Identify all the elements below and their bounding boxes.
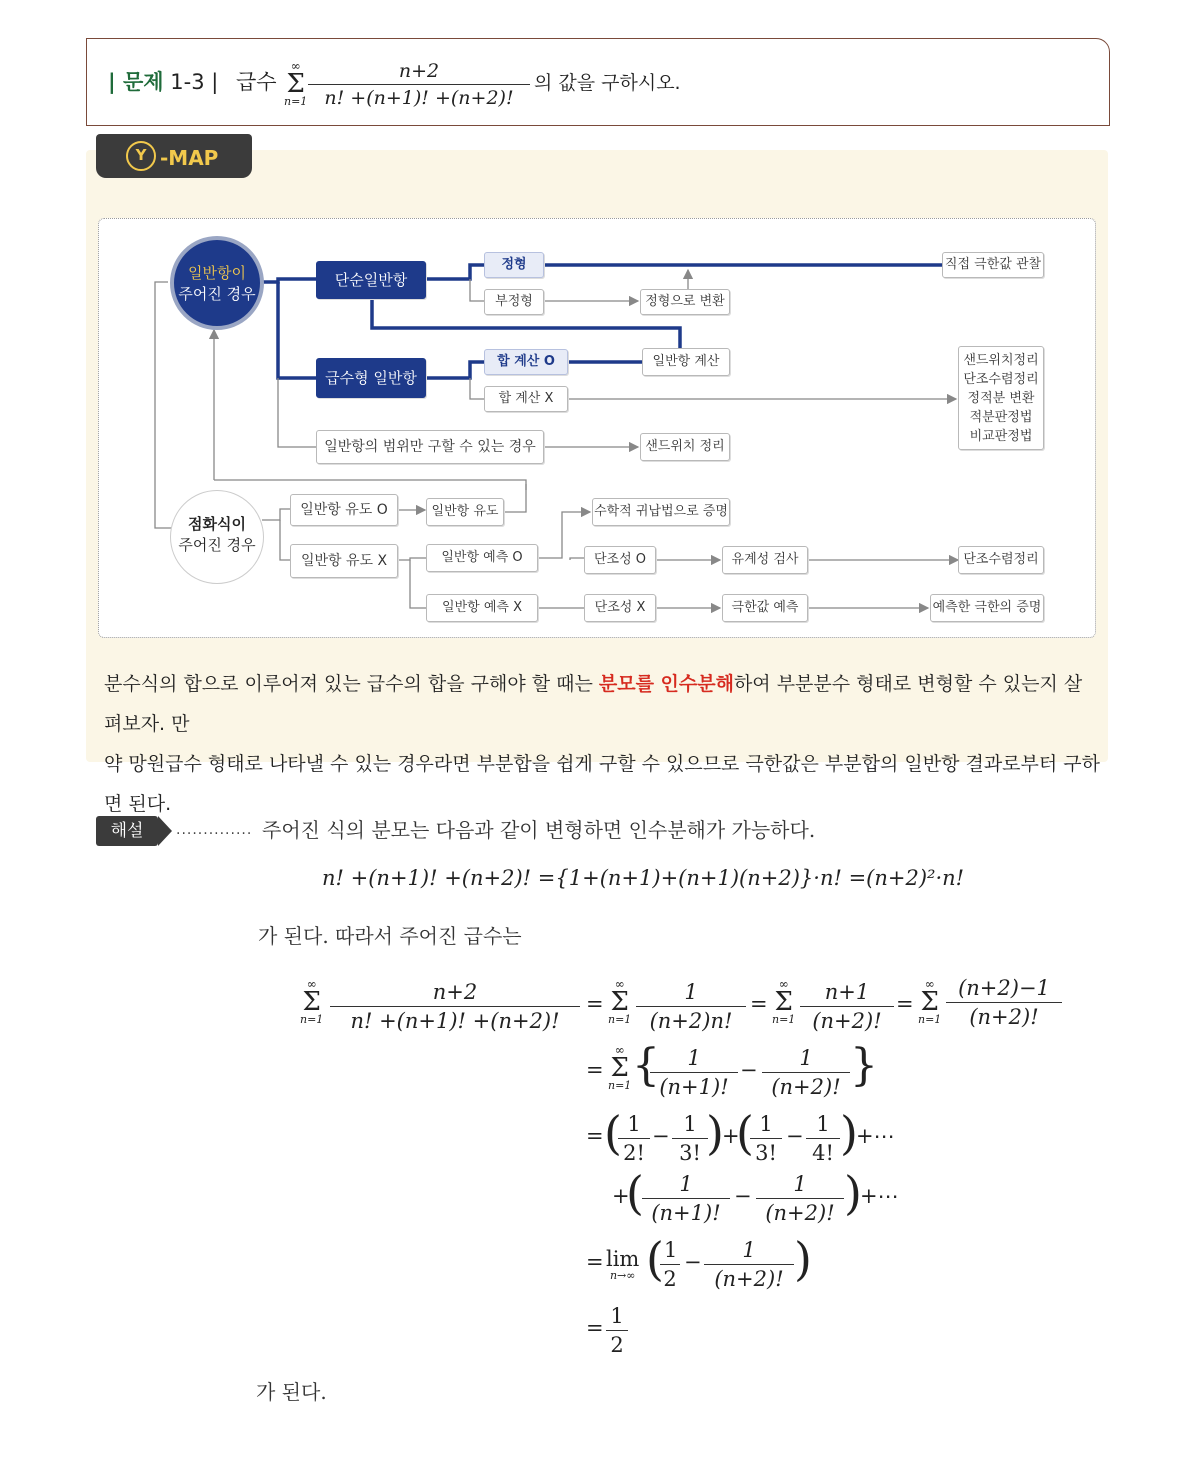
theorem-item: 비교판정법 [969, 429, 1033, 444]
sum-sigma: ∞ Σ n=1 [608, 1043, 632, 1092]
general-given-label-2: 주어진 경우 [178, 285, 256, 303]
solution-eq1: n! +(n+1)! +(n+2)! ={1+(n+1)+(n+1)(n+2)}·n! =(n+2)²·n! [322, 866, 965, 890]
minus-sign: − [740, 1058, 758, 1082]
solution-tag: 해설 [96, 816, 158, 846]
fraction-numerator: n+2 [308, 60, 530, 85]
node-proof: 예측한 극한의 증명 [930, 594, 1044, 622]
general-given-circle [170, 236, 264, 330]
ymap-label: -MAP [160, 146, 219, 170]
brace-open: { [632, 1040, 660, 1091]
derivation-fraction: $\frac{1}{2}$ [660, 1238, 680, 1291]
paren-open: ( [626, 1166, 644, 1220]
node-general-calc: 일반항 계산 [642, 348, 730, 376]
minus-sign: − [684, 1250, 702, 1274]
paren-open: ( [646, 1232, 664, 1286]
derivation-fraction: $\frac{1}{2}$ [606, 1304, 628, 1357]
node-sum-calc-x: 합 계산 X [484, 386, 568, 412]
node-determinate: 정형 [484, 252, 544, 278]
recurrence-given-circle [170, 490, 264, 584]
solution-end: 가 된다. [256, 1380, 327, 1404]
fraction-denominator: n! +(n+1)! +(n+2)! [324, 87, 514, 109]
explain-text: 분수식의 합으로 이루어져 있는 급수의 합을 구해야 할 때는 [104, 673, 599, 695]
derivation-fraction: $\frac{1}{3!}$ [672, 1112, 708, 1165]
solution-mid: 가 된다. 따라서 주어진 급수는 [258, 924, 522, 948]
node-bounded: 유계성 검사 [722, 546, 808, 574]
recurrence-given-label-2: 주어진 경우 [178, 536, 256, 554]
sigma-top: ∞ [290, 59, 301, 73]
problem-tail: 의 값을 구하시오. [534, 72, 681, 94]
derivation-fraction: $\frac{1}{(n+2)!}$ [704, 1238, 794, 1291]
node-induction: 수학적 귀납법으로 증명 [592, 498, 730, 526]
node-simple-general: 단순일반항 [316, 261, 426, 299]
equals-sign: = [750, 992, 768, 1016]
derivation-fraction: $\frac{1}{4!}$ [806, 1112, 840, 1165]
paren-open: ( [736, 1106, 754, 1160]
derivation-fraction: $\frac{1}{(n+2)!}$ [756, 1172, 844, 1225]
theorem-item: 정적분 변환 [967, 391, 1035, 406]
node-direct-limit: 직접 극한값 관찰 [942, 252, 1044, 278]
explain-highlight: 분모를 인수분해 [598, 673, 734, 695]
derivation-fraction: $\frac{1}{(n+1)!}$ [642, 1172, 730, 1225]
node-mono-o: 단조성 O [584, 546, 656, 574]
ellipsis: +⋯ [860, 1184, 899, 1208]
explain-text: 하여 부분분수 형태로 변형할 수 있는지 살펴보자. 만 [104, 673, 1083, 735]
limit: lim n→∞ [606, 1247, 640, 1282]
node-range-only: 일반항의 범위만 구할 수 있는 경우 [316, 430, 544, 464]
node-predict-x: 일반항 예측 X [426, 594, 538, 622]
general-given-label: 일반항이 [188, 264, 246, 282]
equals-sign: = [586, 992, 604, 1016]
equals-sign: = [586, 1250, 604, 1274]
recurrence-given-label: 점화식이 [188, 515, 246, 533]
node-sandwich: 샌드위치 정리 [640, 433, 730, 461]
sigma-bottom: n=1 [284, 95, 308, 108]
node-predict-o: 일반항 예측 O [426, 544, 538, 572]
node-mono-conv: 단조수렴정리 [958, 546, 1044, 574]
sum-sigma: ∞ Σ n=1 [300, 977, 324, 1026]
paren-open: ( [604, 1106, 622, 1160]
equals-sign: = [586, 1316, 604, 1340]
derivation-fraction: $\frac{1}{2!}$ [618, 1112, 650, 1165]
sum-sigma: ∞ Σ n=1 [918, 977, 942, 1026]
sigma-symbol: Σ [286, 69, 305, 99]
node-mono-x: 단조성 X [584, 594, 656, 622]
node-derive: 일반항 유도 [426, 498, 504, 526]
paren-close: ) [840, 1106, 858, 1160]
node-derive-o: 일반항 유도 O [290, 494, 398, 526]
theorem-item: 단조수렴정리 [963, 372, 1039, 387]
solution-dots: .............. [176, 822, 253, 838]
problem-text: 급수 [236, 70, 277, 94]
problem-prefix: | 문제 [108, 70, 164, 94]
derivation-fraction: $\frac{1}{(n+2)!}$ [762, 1046, 850, 1099]
plus-sign: + [612, 1184, 630, 1208]
solution-tag-arrow [158, 816, 172, 846]
node-indeterminate: 부정형 [484, 289, 544, 315]
ymap-explanation [104, 664, 1100, 824]
ellipsis: +⋯ [856, 1124, 895, 1148]
theorem-item: 샌드위치정리 [963, 353, 1039, 368]
minus-sign: − [734, 1184, 752, 1208]
problem-suffix: | [211, 70, 219, 94]
node-limit-predict: 극한값 예측 [722, 594, 808, 622]
paren-close: ) [844, 1166, 862, 1220]
y-icon: Y [126, 141, 156, 171]
derivation-fraction: $\frac{(n+2)-1}{(n+2)!}$ [946, 976, 1062, 1029]
derivation-fraction: $\frac{1}{3!}$ [750, 1112, 782, 1165]
node-series-general: 급수형 일반항 [316, 358, 426, 398]
paren-close: ) [794, 1232, 812, 1286]
equals-sign: = [896, 992, 914, 1016]
node-theorems [958, 346, 1044, 450]
sum-sigma: ∞ Σ n=1 [772, 977, 796, 1026]
minus-sign: − [786, 1124, 804, 1148]
node-derive-x: 일반항 유도 X [290, 544, 398, 578]
brace-close: } [850, 1040, 878, 1091]
solution-intro: 주어진 식의 분모는 다음과 같이 변형하면 인수분해가 가능하다. [262, 818, 816, 842]
problem-number: 1-3 [170, 70, 205, 94]
derivation-fraction: $\frac{1}{(n+1)!}$ [650, 1046, 738, 1099]
node-sum-calc-o: 합 계산 O [484, 349, 568, 375]
plus-sign: + [722, 1124, 740, 1148]
derivation-fraction: $\frac{n+2}{n! +(n+1)! +(n+2)!}$ [330, 980, 580, 1033]
equals-sign: = [586, 1058, 604, 1082]
minus-sign: − [652, 1124, 670, 1148]
sum-sigma: ∞ Σ n=1 [608, 977, 632, 1026]
equals-sign: = [586, 1124, 604, 1148]
derivation-fraction: $\frac{n+1}{(n+2)!}$ [800, 980, 894, 1033]
derivation-fraction: $\frac{1}{(n+2)n!}$ [636, 980, 746, 1033]
paren-close: ) [706, 1106, 724, 1160]
theorem-item: 적분판정법 [969, 410, 1033, 425]
explain-text-2: 약 망원급수 형태로 나타낼 수 있는 경우라면 부분합을 쉽게 구할 수 있으므로 극한값은 부분합의 일반항 결과로부터 구하면 된다. [104, 753, 1100, 815]
node-convert: 정형으로 변환 [640, 289, 730, 315]
